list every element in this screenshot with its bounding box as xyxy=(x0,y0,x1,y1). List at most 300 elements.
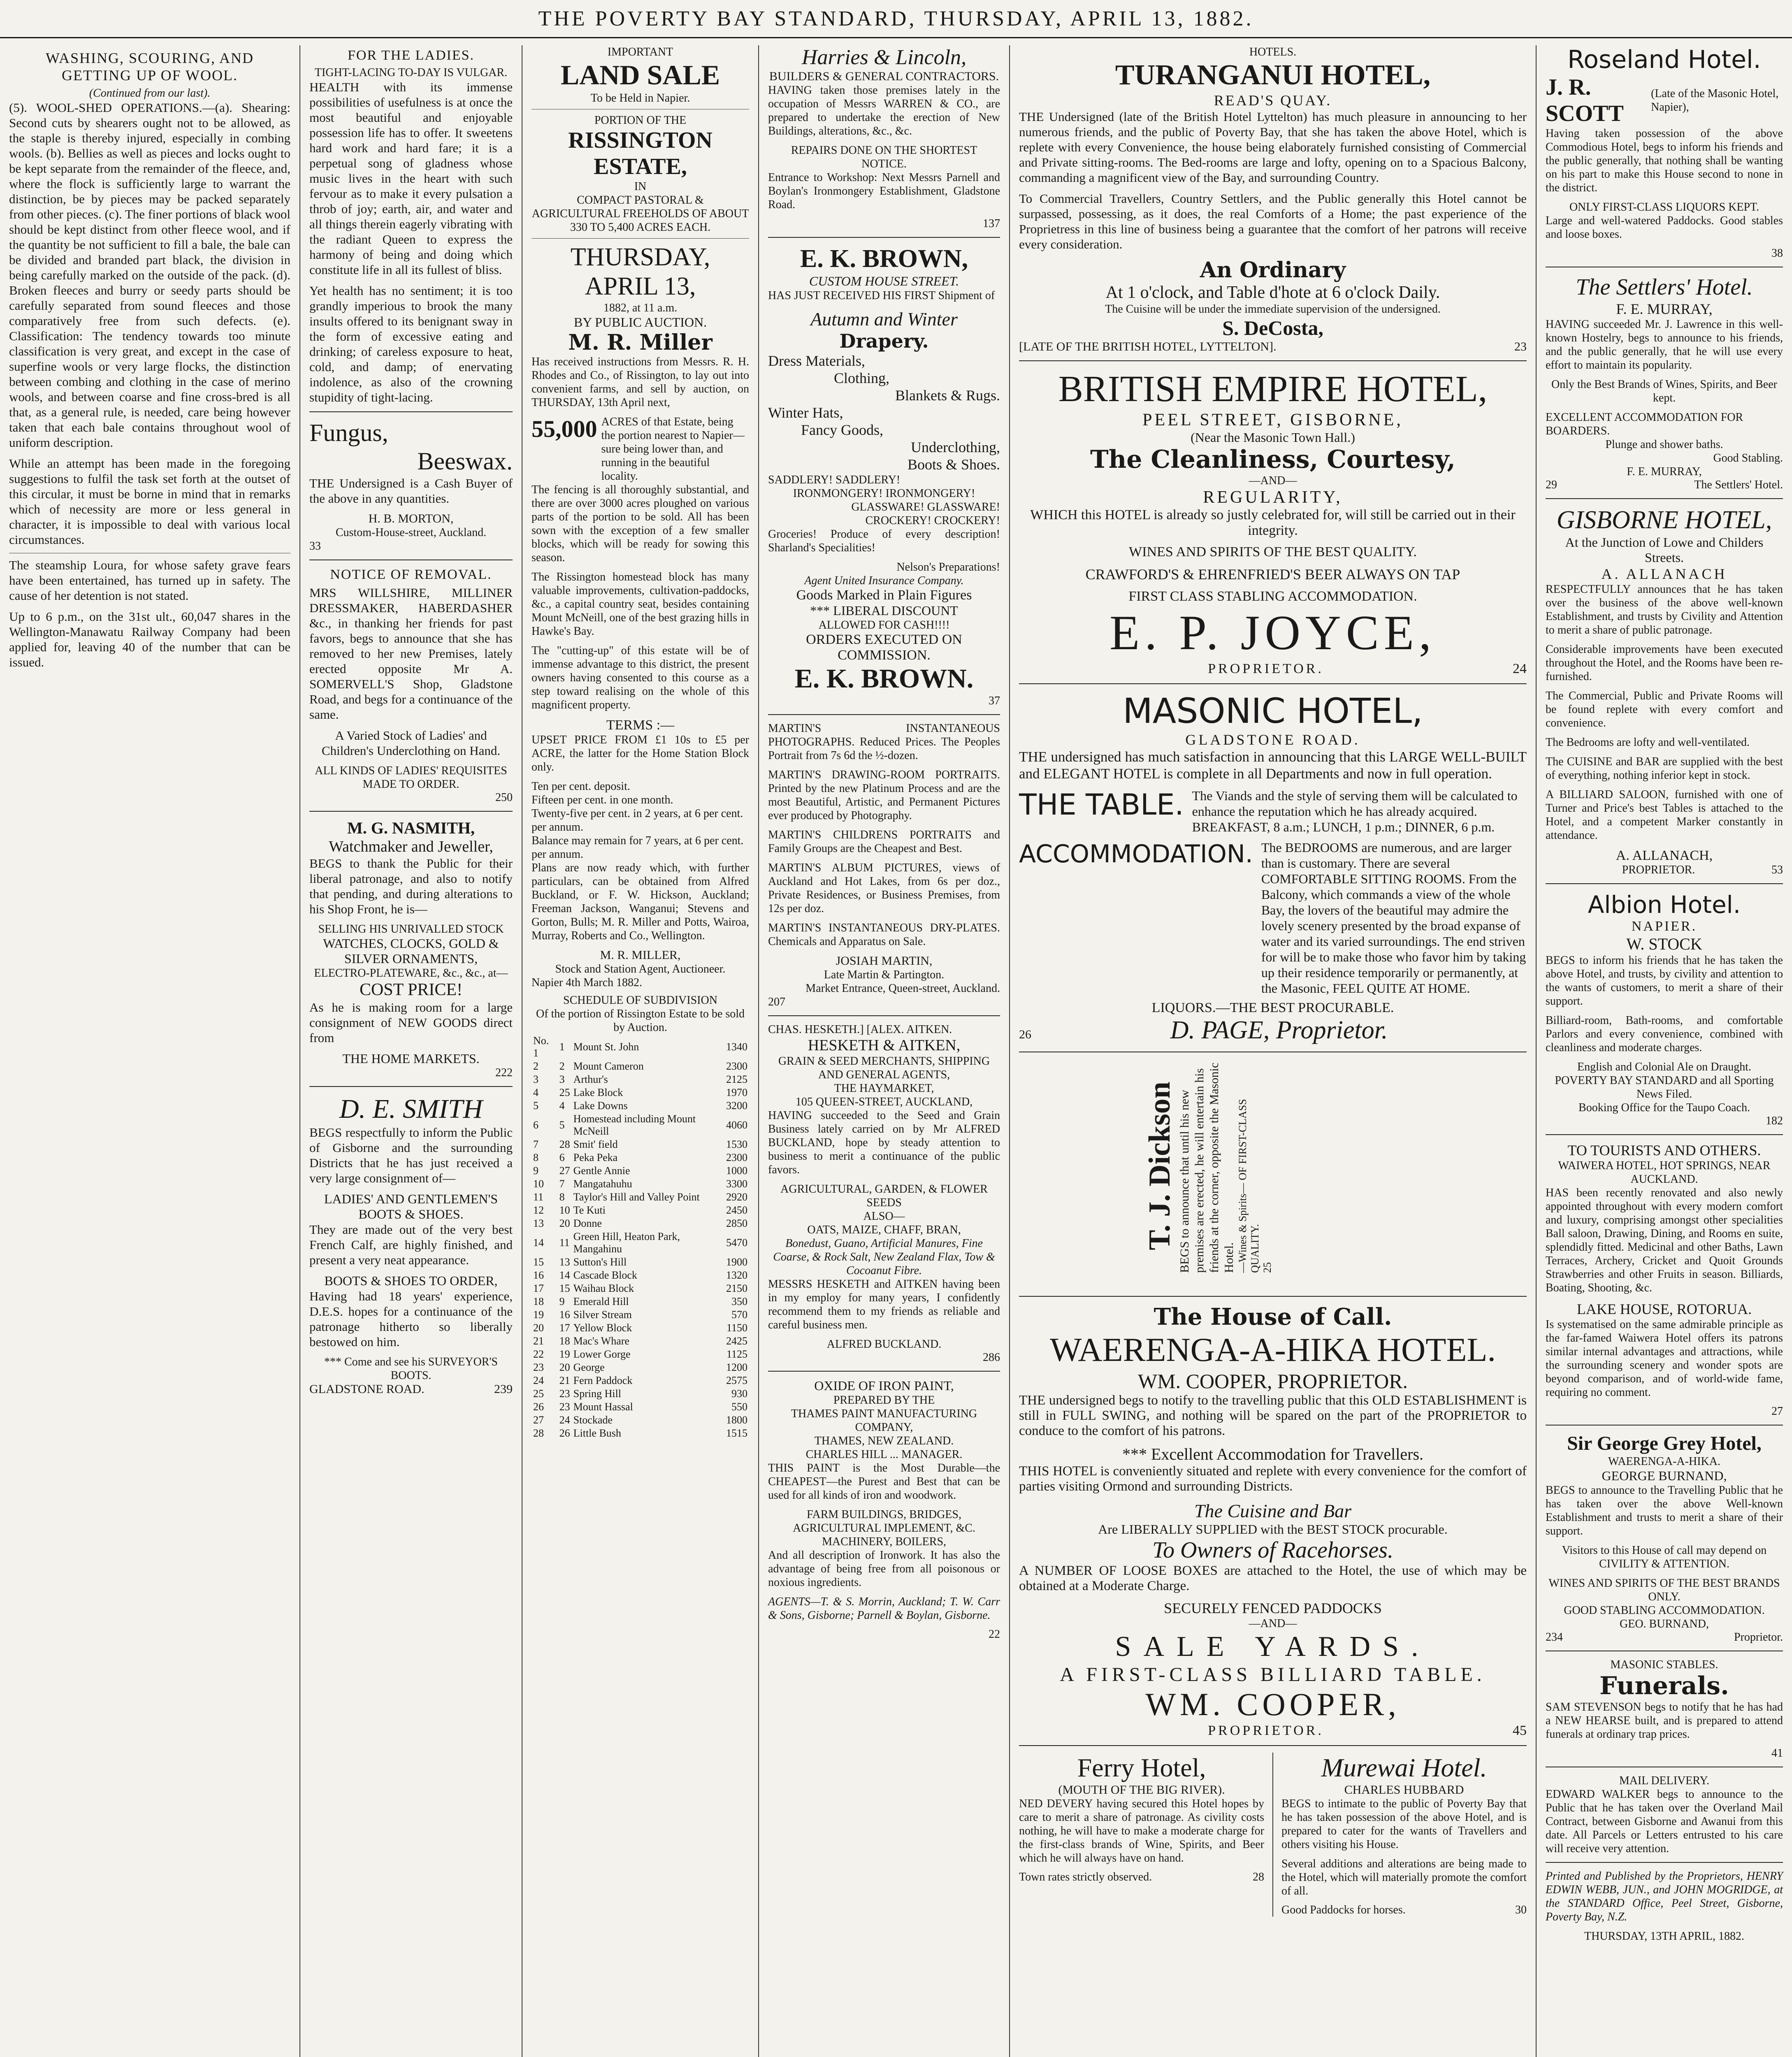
british-empire-street: PEEL STREET, GISBORNE, xyxy=(1142,411,1403,430)
schedule-cell: 25 xyxy=(559,1087,570,1098)
hesketh-names: CHAS. HESKETH.] [ALEX. AITKEN. xyxy=(768,1023,952,1036)
brown-item: Blankets & Rugs. xyxy=(895,387,1000,404)
schedule-cell: 28 xyxy=(559,1138,570,1150)
albion-line: Booking Office for the Taupo Coach. xyxy=(1578,1101,1750,1114)
schedule-row xyxy=(532,1427,749,1440)
decosta-name: S. DeCosta, xyxy=(1222,316,1323,339)
agent-name: M. R. MILLER, xyxy=(600,948,681,962)
land-important: IMPORTANT xyxy=(607,46,673,58)
schedule-cell: 6 xyxy=(533,1119,539,1131)
gisborne-text: Considerable improvements have been executed throughout the Hotel, and the Rooms have been re-furnished. xyxy=(1546,643,1783,683)
nasmith-text: BEGS to thank the Public for their liberal patronage, and also to notify that pending, and during alterations to his Shop Front, he is— xyxy=(309,856,513,916)
ladies-title: FOR THE LADIES. xyxy=(348,48,474,63)
martin-name: JOSIAH MARTIN, xyxy=(836,954,933,968)
grey-heading: Sir George Grey Hotel, xyxy=(1567,1432,1762,1454)
schedule-cell: 2300 xyxy=(726,1060,747,1072)
schedule-cell: 28 xyxy=(533,1427,544,1439)
gisborne-text: The Commercial, Public and Private Rooms will be found replete with every comfort and convenience. xyxy=(1546,690,1783,729)
masonic-heading: MASONIC HOTEL, xyxy=(1123,691,1423,731)
article-paragraph: (5). WOOL-SHED OPERATIONS.—(a). Shearing: Second cuts by shearers ought not to be allowed, as the staple is thereby injured, especially in combing wools. (b). Bellies as well as pieces and locks ought to be kept separate from the remainder of the fleece, and, where the flock is sufficiently large to warrant the distinction, be by pieces may be packed separately from other pieces. (c). The finer portions of black wool should be kept distinct from other fleece wool, and if the quantity be not sufficient to fill a bale, the bale can be divided and branded part black, the division in being carefully marked on the outside of the pack. (d). Broken fleeces and burry or seedy parts should be carefully separated from sound fleeces and those comparatively free from such defects. (e). Classification: The tendency towards too minute classification is very great, and except in the case of superfine wools or very large flocks, the distinction between combing and clothing in the case of merino wools, and between coarse and fine cross-bred is all that, as a general rule, is needed, care being however taken that each bale contains throughout wool of uniform description. xyxy=(9,100,290,450)
schedule-cell: 570 xyxy=(731,1309,747,1321)
scott-name: J. R. SCOTT xyxy=(1546,74,1624,126)
martin-text: MARTIN'S DRAWING-ROOM PORTRAITS. Printed by the new Platinum Process and are the most Beautiful, Artistic, and Permanent Pictures ever produced by Photography. xyxy=(768,768,1000,822)
schedule-cell: 1515 xyxy=(726,1427,747,1439)
sale-yards: SALE YARDS. xyxy=(1115,1631,1431,1662)
ad-number: 24 xyxy=(1513,661,1527,676)
ferry-text: NED DEVERY having secured this Hotel hopes by care to merit a share of patronage. As civility costs nothing, he will have to make a moderate charge for the first-class brands of Wine, Spirits, and Beer which he will always have on hand. xyxy=(1019,1797,1264,1864)
schedule-cell: 23 xyxy=(559,1401,570,1413)
imprint-text: Printed and Published by the Proprietors, HENRY EDWIN WEBB, JUN., and JOHN MOGRIDGE, at the STANDARD Office, Peel Street, Gisborne, Poverty Bay, N.Z. xyxy=(1546,1870,1783,1923)
schedule-cell: 22 xyxy=(533,1348,544,1360)
schedule-cell: Stockade xyxy=(573,1414,613,1426)
column-hotels xyxy=(1010,45,1537,2057)
terms-line: Balance may remain for 7 years, at 6 per cent. per annum. xyxy=(532,834,744,861)
burnand-name: GEORGE BURNAND, xyxy=(1602,1468,1727,1483)
schedule-cell: Waihau Block xyxy=(573,1282,634,1294)
settlers-line: EXCELLENT ACCOMMODATION FOR BOARDERS. xyxy=(1546,411,1743,437)
settlers-text: HAVING succeeded Mr. J. Lawrence in this well-known Hostelry, begs to announce to his friends, and the public generally, that he will use every effort to maintain its popularity. xyxy=(1546,318,1783,371)
murewai-text: Several additions and alterations are being made to the Hotel, which will materially promote the comfort of all. xyxy=(1281,1857,1527,1897)
news-paragraph: The steamship Loura, for whose safety grave fears have been entertained, has turned up in safety. The cause of her detention is not stated. xyxy=(9,558,290,603)
gisborne-text: The CUISINE and BAR are supplied with the best of everything, nothing inferior kept in stock. xyxy=(1546,755,1783,782)
schedule-cell: Lower Gorge xyxy=(573,1348,631,1360)
settlers-sig: The Settlers' Hotel. xyxy=(1694,478,1783,491)
schedule-subheading: Of the portion of Rissington Estate to be sold by Auction. xyxy=(536,1008,745,1034)
schedule-row xyxy=(532,1308,749,1321)
oxide-text: THIS PAINT is the Most Durable—the CHEAPEST—the Purest and Best that can be used for all kinds of iron and woodwork. xyxy=(768,1462,1000,1502)
ad-number: 23 xyxy=(1514,340,1527,353)
ad-number: 26 xyxy=(1019,1028,1031,1041)
schedule-cell: 21 xyxy=(559,1374,570,1386)
schedule-cell: 930 xyxy=(731,1388,747,1400)
brown-cash: ALLOWED FOR CASH!!!! xyxy=(818,619,950,631)
schedule-cell: 3 xyxy=(533,1073,539,1085)
albion-text: Billiard-room, Bath-rooms, and comfortable Parlors and every convenience, combined with cleanliness and moderate charges. xyxy=(1546,1014,1783,1054)
harries-entrance: Entrance to Workshop: Next Messrs Parnell and Boylan's Ironmongery Establishment, Gladstone Road. xyxy=(768,171,1000,211)
schedule-cell: 1970 xyxy=(726,1087,747,1098)
stables-heading: MASONIC STABLES. xyxy=(1610,1658,1718,1671)
ad-number: 45 xyxy=(1513,1723,1527,1738)
martin-text: MARTIN'S INSTANTANEOUS PHOTOGRAPHS. Reduced Prices. The Peoples Portrait from 7s 6d the ½-dozen. xyxy=(768,722,1000,762)
settlers-text: Only the Best Brands of Wines, Spirits, and Beer kept. xyxy=(1551,378,1777,404)
schedule-row xyxy=(532,1112,749,1138)
schedule-cell: Yellow Block xyxy=(573,1322,632,1334)
gisborne-heading: GISBORNE HOTEL, xyxy=(1556,506,1772,534)
nasmith-line: ELECTRO-PLATEWARE, &c., &c., at— xyxy=(314,967,508,980)
albion-line: English and Colonial Ale on Draught. xyxy=(1577,1061,1752,1073)
ad-number: 234 xyxy=(1546,1631,1563,1644)
terms-text: UPSET PRICE FROM £1 10s to £5 per ACRE, the latter for the Home Station Block only. xyxy=(532,734,749,773)
grey-sig: GEO. BURNAND, xyxy=(1620,1618,1709,1630)
removal-footer: ALL KINDS OF LADIES' REQUISITES MADE TO ORDER. xyxy=(315,764,507,791)
imprint-date: THURSDAY, 13TH APRIL, 1882. xyxy=(1584,1930,1744,1943)
roseland-text: Having taken possession of the above Commodious Hotel, begs to inform his friends and the public generally, that nothing shall be wanting on his part to make this House second to none in the district. xyxy=(1546,127,1783,194)
ad-number: 41 xyxy=(1771,1747,1783,1760)
removal-text: A Varied Stock of Ladies' and Children's Underclothing on Hand. xyxy=(321,728,501,758)
nasmith-line: THE HOME MARKETS. xyxy=(342,1051,480,1066)
schedule-row xyxy=(532,1204,749,1217)
terms-line: Fifteen per cent. in one month. xyxy=(532,794,673,806)
mail-text: EDWARD WALKER begs to announce to the Public that he has taken over the Overland Mail Contract, between Gisborne and Awanui from this date. All Parcels or Letters entrusted to his care will receive very attention. xyxy=(1546,1788,1783,1855)
land-portion: PORTION OF THE xyxy=(594,114,687,127)
schedule-row xyxy=(532,1217,749,1230)
schedule-cell: 2850 xyxy=(726,1217,747,1229)
brown-street: CUSTOM HOUSE STREET. xyxy=(809,274,959,288)
harries-heading: Harries & Lincoln, xyxy=(801,46,967,69)
brown-text: Groceries! Produce of every description! Sharland's Specialities! xyxy=(768,528,1000,554)
ladies-subtitle: TIGHT-LACING TO-DAY IS VULGAR. xyxy=(314,66,508,79)
hesketh-line: OATS, MAIZE, CHAFF, BRAN, xyxy=(807,1224,961,1236)
schedule-cell: Arthur's xyxy=(573,1073,608,1085)
hesketh-line: 105 QUEEN-STREET, AUCKLAND, xyxy=(795,1096,973,1108)
ad-number: 28 xyxy=(1253,1871,1264,1883)
schedule-cell: 18 xyxy=(533,1295,544,1307)
brown-item: Underclothing, xyxy=(911,439,1000,455)
schedule-cell: 2 xyxy=(559,1060,565,1072)
table-heading: THE TABLE. xyxy=(1019,788,1184,822)
schedule-cell: No. 1 xyxy=(533,1035,549,1059)
land-text: The "cutting-up" of this estate will be of immense advantage to this district, the present owners having consented to this course as a step toward realising on the whole of this magnificent property. xyxy=(532,644,749,711)
schedule-cell: 1900 xyxy=(726,1256,747,1268)
british-empire-line: CRAWFORD'S & EHRENFRIED'S BEER ALWAYS ON TAP xyxy=(1085,566,1460,583)
schedule-heading: SCHEDULE OF SUBDIVISION xyxy=(563,994,717,1007)
brown-item: Winter Hats, xyxy=(768,404,843,421)
schedule-cell: 13 xyxy=(559,1256,570,1268)
schedule-cell: 3200 xyxy=(726,1100,747,1112)
land-text: The Rissington homestead block has many valuable improvements, cultivation-paddocks, &c., a capital country seat, besides containing Mount McNeill, one of the best grazing hills in Hawke's Bay. xyxy=(532,571,749,638)
schedule-cell: 27 xyxy=(533,1414,544,1426)
ad-number: 182 xyxy=(1766,1114,1783,1127)
martin-text: MARTIN'S CHILDRENS PORTRAITS and Family Groups are the Cheapest and Best. xyxy=(768,829,1000,855)
schedule-cell: 14 xyxy=(533,1237,544,1249)
dickson-name: T. J. Dickson xyxy=(1143,1082,1177,1250)
cooper-name: WM. COOPER, xyxy=(1145,1686,1400,1722)
schedule-cell: 24 xyxy=(533,1374,544,1386)
nasmith-line: SELLING HIS UNRIVALLED STOCK xyxy=(318,923,504,936)
hesketh-line: ALFRED BUCKLAND. xyxy=(826,1338,942,1351)
martin-line: Market Entrance, Queen-street, Auckland. xyxy=(805,982,1000,995)
ordinary-times: At 1 o'clock, and Table d'hote at 6 o'clock Daily. xyxy=(1105,283,1440,302)
nasmith-heading: M. G. NASMITH, xyxy=(347,819,475,837)
ad-number: 37 xyxy=(989,694,1000,707)
ordinary-cuisine: The Cuisine will be under the immediate supervision of the undersigned. xyxy=(1105,303,1441,316)
brown-liberal: *** LIBERAL DISCOUNT xyxy=(810,603,958,618)
brown-item: Nelson's Preparations! xyxy=(896,561,1000,573)
brown-item: Boots & Shoes. xyxy=(907,456,1000,473)
schedule-cell: 9 xyxy=(559,1295,565,1307)
brown-agent: Agent United Insurance Company. xyxy=(804,574,964,587)
land-in: IN xyxy=(634,180,647,193)
page-proprietor: D. PAGE, Proprietor. xyxy=(1170,1016,1388,1044)
british-empire-line: WINES AND SPIRITS OF THE BEST QUALITY. xyxy=(1129,544,1417,560)
schedule-row xyxy=(532,1099,749,1112)
article-subtitle: (Continued from our last). xyxy=(89,87,211,100)
ad-number: 286 xyxy=(983,1351,1000,1364)
schedule-cell: 1320 xyxy=(726,1269,747,1281)
turanganui-heading: TURANGANUI HOTEL, xyxy=(1115,59,1431,91)
fungus-ad-text: THE Undersigned is a Cash Buyer of the above in any quantities. xyxy=(309,476,513,506)
fungus-ad-address: Custom-House-street, Auckland. xyxy=(335,526,487,539)
hesketh-heading: HESKETH & AITKEN, xyxy=(808,1037,961,1054)
schedule-cell: 8 xyxy=(533,1152,539,1163)
fungus-heading: Fungus, xyxy=(309,419,388,446)
schedule-cell: 1 xyxy=(559,1041,565,1053)
schedule-cell: 18 xyxy=(559,1335,570,1347)
roseland-line: ONLY FIRST-CLASS LIQUORS KEPT. xyxy=(1569,201,1760,214)
waerenga-line: SECURELY FENCED PADDOCKS xyxy=(1164,1600,1382,1616)
brown-signature: E. K. BROWN. xyxy=(794,664,974,694)
brown-text: HAS JUST RECEIVED HIS FIRST Shipment of xyxy=(768,289,995,302)
ad-number: 207 xyxy=(768,996,785,1008)
acres-number: 55,000 xyxy=(532,416,597,442)
joyce-name: E. P. JOYCE, xyxy=(1109,605,1437,660)
schedule-cell: 4060 xyxy=(726,1119,747,1131)
billiard-line: A FIRST-CLASS BILLIARD TABLE. xyxy=(1060,1664,1486,1686)
schedule-cell: 8 xyxy=(559,1191,565,1203)
murewai-name: CHARLES HUBBARD xyxy=(1344,1783,1464,1797)
schedule-cell: Fern Paddock xyxy=(573,1374,633,1386)
murewai-heading: Murewai Hotel. xyxy=(1321,1753,1487,1782)
sale-date: THURSDAY, APRIL 13, xyxy=(570,243,710,300)
scott-late: (Late of the Masonic Hotel, Napier), xyxy=(1651,87,1779,114)
schedule-cell: 3 xyxy=(559,1073,565,1085)
grey-text: BEGS to announce to the Travelling Public that he has taken over the above Well-known Establishment and trusts to merit a share of their support. xyxy=(1546,1484,1783,1537)
harries-sub: BUILDERS & GENERAL CONTRACTORS. xyxy=(769,70,999,83)
smith-text: They are made out of the very best French Calf, are highly finished, and present a very neat appearance. xyxy=(309,1222,513,1267)
ad-number: 250 xyxy=(495,791,513,804)
smith-text: BEGS respectfully to inform the Public of Gisborne and the surrounding Districts that he has just received a very large consignment of— xyxy=(309,1125,513,1185)
schedule-cell: 2575 xyxy=(726,1374,747,1386)
albion-text: BEGS to inform his friends that he has taken the above Hotel, and trusts, by civility and attention to the wants of customers, to merit a share of their support. xyxy=(1546,954,1783,1008)
column-land-sale xyxy=(522,45,759,2057)
waerenga-text: THIS HOTEL is conveniently situated and replete with every convenience for the comfort of parties visiting Ormond and surrounding Districts. xyxy=(1019,1464,1527,1494)
hesketh-line: THE HAYMARKET, xyxy=(834,1082,934,1095)
harries-text: HAVING taken those premises lately in the occupation of Messrs WARREN & CO., are prepared to undertake the erection of New Buildings, alterations, &c., &c. xyxy=(768,84,1000,137)
lake-text: Is systematised on the same admirable principle as the far-famed Waiwera Hotel offers its patrons similar internal advantages and attractions, while the surrounding scenery and wonder spots are beyond comparison, and of world-wide fame, requiring no comment. xyxy=(1546,1318,1783,1399)
schedule-row xyxy=(532,1151,749,1164)
schedule-row xyxy=(532,1348,749,1361)
schedule-cell: 1530 xyxy=(726,1138,747,1150)
brown-heading: E. K. BROWN, xyxy=(800,245,968,273)
ferry-sub: (MOUTH OF THE BIG RIVER). xyxy=(1058,1783,1225,1797)
schedule-cell: 16 xyxy=(533,1269,544,1281)
schedule-cell: Mount St. John xyxy=(573,1041,639,1053)
schedule-cell: 20 xyxy=(559,1217,570,1229)
schedule-row xyxy=(532,1086,749,1099)
schedule-cell: 10 xyxy=(559,1204,570,1216)
ad-number: 53 xyxy=(1771,864,1783,876)
ferry-foot: Town rates strictly observed. xyxy=(1019,1871,1152,1883)
accommodation-text: The BEDROOMS are numerous, and are larger than is customary. There are several COMFORTABLE SITTING ROOMS. From the Balcony, which commands a view of the whole Bay, the lovers of the beautiful may admire the lovely scenery presented by the broad expanse of water and its varied surroundings. The end striven for will be to make those who favor him by taking up their residence temporarily or permanently, at the Masonic, FEEL QUITE AT HOME. xyxy=(1261,840,1526,996)
albion-heading: Albion Hotel. xyxy=(1588,891,1741,919)
schedule-row xyxy=(532,1387,749,1400)
schedule-cell: 2300 xyxy=(726,1152,747,1163)
schedule-cell: Green Hill, Heaton Park, Mangahinu xyxy=(573,1230,680,1255)
schedule-table xyxy=(532,1034,749,1440)
martin-line: Late Martin & Partington. xyxy=(824,968,945,981)
removal-text: MRS WILLSHIRE, MILLINER DRESSMAKER, HABERDASHER &c., in thanking her friends for past favors, begs to announce that she has removed to her new Premises, lately erected opposite Mr A. SOMERVELL'S Shop, Gladstone Road, and begs for a continuance of the same. xyxy=(309,585,513,722)
table-text: The Viands and the style of serving them will be calculated to enhance the reputation which he has already acquired. BREAKFAST, 8 a.m.; LUNCH, 1 p.m.; DINNER, 6 p.m. xyxy=(1192,788,1518,834)
agent-title: Stock and Station Agent, Auctioneer. xyxy=(555,963,726,975)
schedule-row xyxy=(532,1400,749,1414)
schedule-cell: Lake Block xyxy=(573,1087,623,1098)
schedule-row xyxy=(532,1177,749,1191)
schedule-row xyxy=(532,1034,749,1060)
terms-line: Twenty-five per cent. in 2 years, at 6 per cent. per annum. xyxy=(532,807,743,833)
smith-line: BOOTS & SHOES TO ORDER, xyxy=(324,1273,498,1288)
oxide-line: CHARLES HILL ... MANAGER. xyxy=(805,1448,963,1461)
brown-item: Fancy Goods, xyxy=(801,422,883,438)
schedule-cell: 20 xyxy=(559,1361,570,1373)
schedule-cell: Cascade Block xyxy=(573,1269,637,1281)
schedule-cell: Silver Stream xyxy=(573,1309,632,1321)
brown-item: Dress Materials, xyxy=(768,353,865,369)
schedule-cell: Smit' field xyxy=(573,1138,618,1150)
schedule-cell: 26 xyxy=(559,1427,570,1439)
plans-text: Plans are now ready which, with further particulars, can be obtained from Alfred Buckland, or F. W. Hickson, Auckland; Freeman Jackson, Wanganui; Stevens and Gorton, Bulls; M. R. Miller and Potts, Wairoa, Murray, Roberts and Co., Wellington. xyxy=(532,861,749,942)
schedule-cell: 9 xyxy=(533,1165,539,1177)
schedule-cell: Gentle Annie xyxy=(573,1165,630,1177)
schedule-cell: Lake Downs xyxy=(573,1100,628,1112)
gisborne-text: RESPECTFULLY announces that he has taken over the business of the above well-known Establishment, and trusts by Civility and Attention to merit a share of public patronage. xyxy=(1546,583,1783,636)
smith-text: Having had 18 years' experience, D.E.S. hopes for a continuance of the patronage hitherto so liberally bestowed on him. xyxy=(309,1289,513,1349)
schedule-row xyxy=(532,1374,749,1387)
land-held: To be Held in Napier. xyxy=(590,92,690,104)
ad-number: 239 xyxy=(494,1382,513,1396)
schedule-cell: Mangatahuhu xyxy=(573,1178,632,1190)
tourists-heading: TO TOURISTS AND OTHERS. xyxy=(1567,1142,1761,1159)
dickson-text: BEGS to announce that until his new premises are erected, he will entertain his friends at the corner, opposite the Masonic Hotel. xyxy=(1178,1062,1236,1273)
hesketh-text: HAVING succeeded to the Seed and Grain Business lately carried on by Mr ALFRED BUCKLAND, hope by steady attention to business to merit a continuance of the public favors. xyxy=(768,1109,1000,1176)
martin-text: MARTIN'S INSTANTANEOUS DRY-PLATES. Chemicals and Apparatus on Sale. xyxy=(768,922,1000,948)
ad-number: 27 xyxy=(1771,1405,1783,1418)
schedule-cell: 21 xyxy=(533,1335,544,1347)
article-title: WASHING, SCOURING, AND GETTING UP OF WOOL. xyxy=(45,50,254,84)
schedule-cell: 2 xyxy=(533,1060,539,1072)
ad-number: 29 xyxy=(1546,478,1557,491)
ad-number: 137 xyxy=(983,217,1000,230)
oxide-heading: OXIDE OF IRON PAINT, xyxy=(814,1378,954,1393)
brown-item: GLASSWARE! GLASSWARE! xyxy=(851,501,1000,513)
hotels-section: HOTELS. xyxy=(1249,46,1297,58)
acres-text: ACRES of that Estate, being the portion nearest to Napier—sure being lower than, and running in the beautiful locality. xyxy=(601,416,745,483)
smith-heading: D. E. SMITH xyxy=(339,1094,483,1124)
schedule-row xyxy=(532,1269,749,1282)
masthead: THE POVERTY BAY STANDARD, THURSDAY, APRIL 13, 1882. xyxy=(0,0,1792,38)
schedule-cell: 1200 xyxy=(726,1361,747,1373)
schedule-cell: 15 xyxy=(533,1256,544,1268)
sale-time: 1882, at 11 a.m. xyxy=(603,302,678,314)
dickson-rotated-ad xyxy=(1019,1059,1527,1289)
schedule-cell: 2450 xyxy=(726,1204,747,1216)
oxide-line: FARM BUILDINGS, BRIDGES, AGRICULTURAL IMPLEMENT, &C. MACHINERY, BOILERS, xyxy=(793,1508,975,1548)
schedule-cell: 17 xyxy=(533,1282,544,1294)
albion-place: NAPIER. xyxy=(1631,919,1697,934)
british-empire-heading: BRITISH EMPIRE HOTEL, xyxy=(1058,369,1488,409)
oxide-line: PREPARED BY THE xyxy=(833,1394,935,1407)
schedule-cell: 11 xyxy=(533,1191,544,1203)
schedule-cell: 23 xyxy=(533,1361,544,1373)
schedule-cell: 6 xyxy=(559,1152,565,1163)
brown-autumn: Autumn and Winter xyxy=(810,309,958,330)
oxide-text: And all description of Ironwork. It has also the advantage of being free from all poisonous or noxious ingredients. xyxy=(768,1549,1000,1589)
schedule-cell: Little Bush xyxy=(573,1427,621,1439)
ferry-heading: Ferry Hotel, xyxy=(1077,1753,1206,1782)
column-ladies xyxy=(300,45,522,2057)
allanach-name: A. ALLANACH xyxy=(1601,566,1727,582)
schedule-row xyxy=(532,1295,749,1308)
schedule-cell: 7 xyxy=(533,1138,539,1150)
schedule-row xyxy=(532,1138,749,1151)
schedule-row xyxy=(532,1060,749,1073)
schedule-cell: 14 xyxy=(559,1269,570,1281)
schedule-cell: 10 xyxy=(533,1178,544,1190)
gisborne-text: The Bedrooms are lofty and well-ventilated. xyxy=(1546,736,1750,749)
decosta-line: [LATE OF THE BRITISH HOTEL, LYTTELTON]. xyxy=(1019,340,1277,353)
schedule-cell: Mac's Whare xyxy=(573,1335,629,1347)
napier-date: Napier 4th March 1882. xyxy=(532,976,643,989)
settlers-line: Plunge and shower baths. xyxy=(1605,438,1723,451)
schedule-row xyxy=(532,1335,749,1348)
schedule-cell: 24 xyxy=(559,1414,570,1426)
call-heading: The House of Call. xyxy=(1154,1303,1392,1330)
ad-number: 222 xyxy=(495,1066,513,1079)
schedule-row xyxy=(532,1414,749,1427)
schedule-cell: Mount Hassal xyxy=(573,1401,633,1413)
schedule-cell: 550 xyxy=(731,1401,747,1413)
schedule-cell: George xyxy=(573,1361,605,1373)
schedule-cell: 4 xyxy=(559,1100,565,1112)
allanach-sig: A. ALLANACH, xyxy=(1616,848,1713,863)
waiwera-text: HAS been recently renovated and also newly appointed throughout with every modern comfort and luxury, comprising amongst other specialities Ball saloon, Drawing, Dining, and Rooms en suite, splendidly fitted. Medicinal and other Baths, Lawn Terraces, Archery, Cricket and Quoit Grounds Strawberries and other Fruits in season. Billiards, Boating, Shooting, &c. xyxy=(1546,1186,1783,1294)
column-wool-article xyxy=(0,45,300,2057)
grey-line: GOOD STABLING ACCOMMODATION. xyxy=(1564,1604,1765,1617)
brown-drapery: Drapery. xyxy=(839,330,929,352)
estate-heading: RISSINGTON ESTATE, xyxy=(568,128,713,179)
settlers-heading: The Settlers' Hotel. xyxy=(1576,274,1753,300)
ad-number: 25 xyxy=(1261,1262,1273,1273)
schedule-cell: 5 xyxy=(533,1100,539,1112)
waerenga-text: THE undersigned begs to notify to the travelling public that this OLD ESTABLISHMENT is still in FULL SWING, and nothing will be spared on the part of the PROPRIETOR to conduce to the comfort of his patrons. xyxy=(1019,1393,1527,1438)
roseland-heading: Roseland Hotel. xyxy=(1567,45,1761,74)
schedule-cell: 20 xyxy=(533,1322,544,1334)
racehorses-heading: To Owners of Racehorses. xyxy=(1152,1537,1393,1563)
grey-place: WAERENGA-A-HIKA. xyxy=(1608,1455,1720,1468)
schedule-cell: 19 xyxy=(559,1348,570,1360)
article-paragraph: While an attempt has been made in the foregoing suggestions to fulfil the task set forth at the outset of this circular, it must be borne in mind that in remarks which of necessity are more or less general in character, it is impossible to deal with various local circumstances. xyxy=(9,456,290,547)
terms-line: Ten per cent. deposit. xyxy=(532,780,630,793)
smith-footer: *** Come and see his SURVEYOR'S BOOTS. xyxy=(324,1356,498,1382)
murray-name: F. E. MURRAY, xyxy=(1616,301,1713,317)
schedule-cell: 25 xyxy=(533,1388,544,1400)
waerenga-heading: WAERENGA-A-HIKA HOTEL. xyxy=(1049,1331,1496,1368)
fungus-ad-name: H. B. MORTON, xyxy=(368,512,454,525)
schedule-cell: 4 xyxy=(533,1087,539,1098)
hesketh-line: Bonedust, Guano, Artificial Manures, Fine Coarse, & Rock Salt, New Zealand Flax, Tow & Cocoanut Fibre. xyxy=(773,1237,995,1277)
racehorses-text: A NUMBER OF LOOSE BOXES are attached to the Hotel, the use of which may be obtained at a Moderate Charge. xyxy=(1019,1563,1527,1593)
murewai-foot: Good Paddocks for horses. xyxy=(1281,1904,1406,1916)
schedule-cell: 1000 xyxy=(726,1165,747,1177)
waerenga-line: —AND— xyxy=(1249,1617,1297,1630)
hesketh-line: GRAIN & SEED MERCHANTS, SHIPPING AND GENERAL AGENTS, xyxy=(778,1055,990,1081)
funerals-text: SAM STEVENSON begs to notify that he has had a NEW HEARSE built, and is prepared to attend funerals at ordinary trap prices. xyxy=(1546,1701,1783,1741)
schedule-cell: 27 xyxy=(559,1165,570,1177)
dickson-text: —Wines & Spirits— OF FIRST-CLASS QUALITY. xyxy=(1237,1099,1261,1273)
oxide-line: THAMES PAINT MANUFACTURING COMPANY, xyxy=(791,1407,977,1434)
schedule-row xyxy=(532,1321,749,1335)
column-hotels-2 xyxy=(1537,45,1792,2057)
turanganui-text: THE Undersigned (late of the British Hotel Lyttelton) has much pleasure in announcing to her numerous friends, and the public of Poverty Bay, that she has taken the above Hotel, which is replete with every Convenience, the house being elaborately furnished consisting of Commercial and Private sitting-rooms. The Bed-rooms are large and lofty, opening on to a Spacious Balcony, commanding a magnificent view of the Bay, and surrounding Country. xyxy=(1019,109,1527,185)
